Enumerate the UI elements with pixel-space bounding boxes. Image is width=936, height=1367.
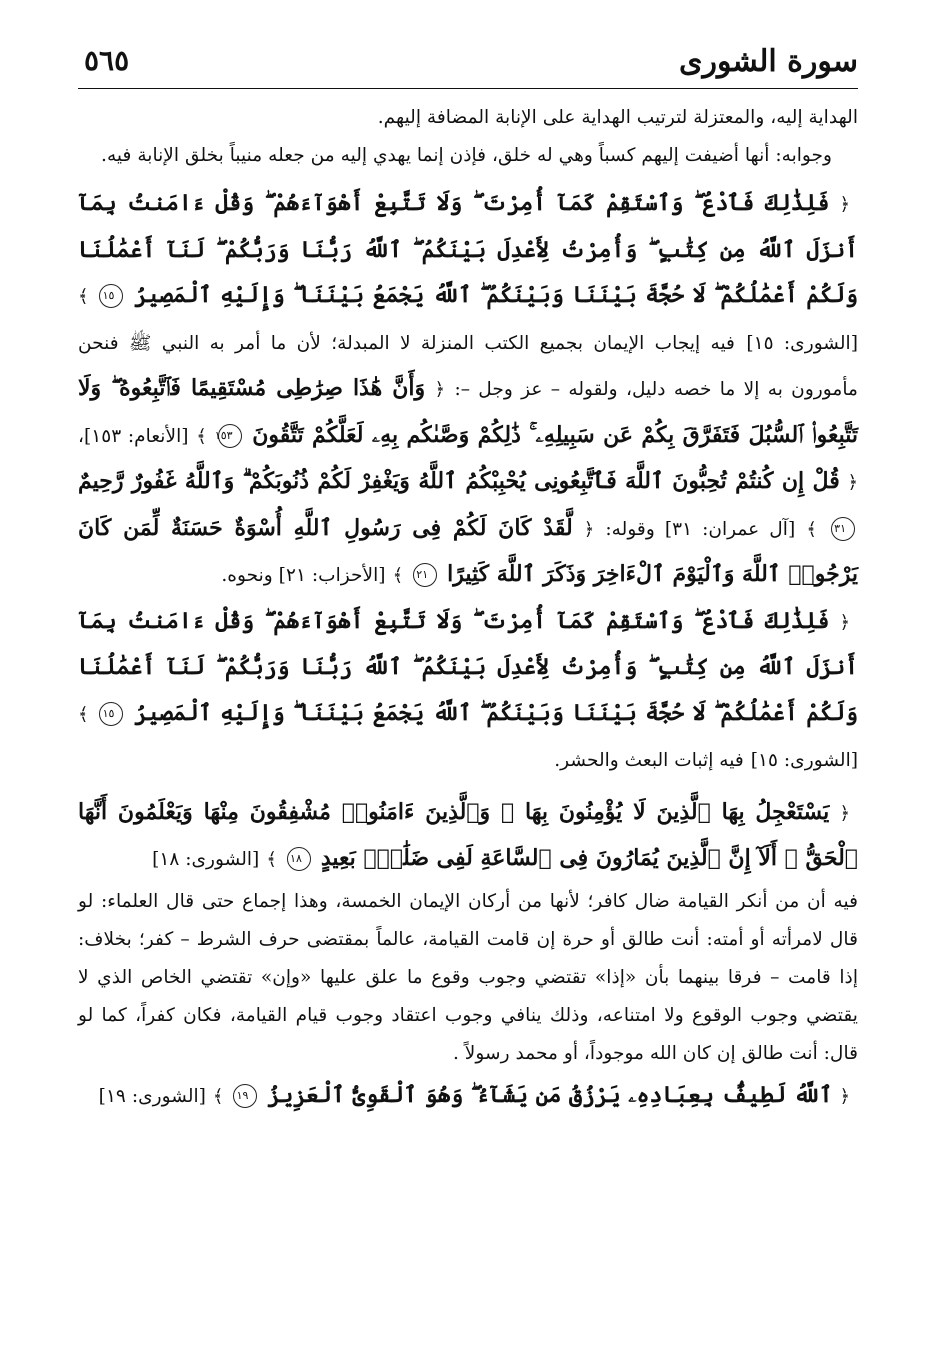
page-header [78, 36, 858, 89]
ayah-number-marker: ١٥ [99, 702, 123, 726]
verse-reference: [الشورى: ١٨] [152, 849, 260, 870]
prose-text: وجوابه: أنها أضيفت إليهم كسباً وهي له خلق، فإذن إنما يهدي إليه من جعله منيباً بخلق الإنابة فيه. [101, 145, 832, 166]
page-body [78, 89, 858, 1119]
book-page [78, 36, 858, 1346]
ornate-bracket-open: ﴿ [839, 194, 851, 215]
quran-verse: فَلِذَٰلِكَ فَٱدْعُ ۖ وَٱسْتَقِمْ كَمَآ أُمِرْتَ ۖ وَلَا تَتَّبِعْ أَهْوَآءَهُمْ ۖ وَقُلْ ءَامَنتُ بِمَآ أَنزَلَ ٱللَّهُ مِن كِتَٰبٍ ۖ وَأُمِرْتُ لِأَعْدِلَ بَيْنَكُمُ ۖ ٱللَّهُ رَبُّنَا وَرَبُّكُمْ ۖ لَنَآ أَعْمَٰلُنَا وَلَكُمْ أَعْمَٰلُكُمْ ۖ لَا حُجَّةَ بَيْنَنَا وَبَيْنَكُمُ ۖ ٱللَّهُ يَجْمَعُ بَيْنَنَا ۖ وَإِلَيْهِ ٱلْمَصِيرُ [78, 607, 858, 726]
ornate-bracket-close: ﴾ [266, 849, 277, 870]
verse-reference: [الشورى: ١٥] [746, 332, 858, 354]
ayah-number-marker: ١٥ [99, 284, 123, 308]
quran-verse: قُلْ إِن كُنتُمْ تُحِبُّونَ ٱللَّهَ فَٱتَّبِعُونِى يُحْبِبْكُمُ ٱللَّهُ وَيَغْفِرْ لَكُمْ ذُنُوبَكُمْ ۗ وَٱللَّهُ غَفُورٌ رَّحِيمٌ [78, 468, 840, 494]
verse-reference: [الأحزاب: ٢١] ونحوه. [221, 565, 386, 586]
ayah-number-marker: ٢١ [413, 563, 437, 587]
prose-paragraph [78, 137, 858, 175]
verse-reference: [الشورى: ١٩] [98, 1085, 206, 1107]
verse-reference: [آل عمران: ٣١] وقوله: [605, 518, 796, 540]
quran-verse: لَّقَدْ كَانَ لَكُمْ فِى رَسُولِ ٱللَّهِ أُسْوَةٌ حَسَنَةٌ لِّمَن كَانَ يَرْجُوا۟ ٱللَّهَ وَٱلْيَوْمَ ٱلْءَاخِرَ وَذَكَرَ ٱللَّهَ كَثِيرًا [78, 514, 858, 587]
ornate-bracket-open: ﴿ [839, 611, 851, 633]
page-number: ٥٦٥ [84, 44, 130, 77]
prose-text: الهداية إليه، والمعتزلة لترتيب الهداية على الإنابة المضافة إليهم. [377, 107, 858, 128]
ayah-number-marker: ١٨ [287, 847, 311, 871]
commentary-text: فيه إثبات البعث والحشر. [554, 750, 744, 771]
ayah-number-marker: ١٥٣ [218, 424, 242, 448]
ornate-bracket-close: ﴾ [392, 565, 404, 586]
prose-paragraph [78, 99, 858, 137]
verse-reference: [الأنعام: ١٥٣]، [78, 425, 189, 447]
ornate-bracket-open: ﴿ [583, 518, 595, 540]
ayah-number-marker: ١٩ [233, 1084, 257, 1108]
verse-paragraph [78, 1073, 858, 1120]
commentary-text: فيه إيجاب الإيمان بجميع الكتب المنزلة لا المبدلة؛ لأن ما أمر به النبي ﷺ فنحن مأمورون به إلا ما خصه دليل، ولقوله – عز وجل –: [78, 332, 858, 400]
ornate-bracket-open: ﴿ [847, 472, 858, 493]
ornate-bracket-close: ﴾ [806, 518, 817, 540]
commentary-text: فيه أن من أنكر القيامة ضال كافر؛ لأنها من أركان الإيمان الخمسة، وهذا إجماع حتى قال العلماء: لو قال لامرأته أو أمته: أنت طالق أو حرة إن قامت القيامة، عالماً بمقتضى حرف الشرط – كفر؛ بخلاف: إذا قامت – فرقا بينهما بأن «إذا» تقتضي وجوب وقوع ما علق عليها «وإن» تقتضي الخاص الذي لا يقتضي وجوب الوقوع ولا امتناعه، وذلك ينافي وجوب اعتقاد وجوب قيام القيامة، فكان كفراً، كما لو قال: أنت طالق إن كان الله موجوداً، أو محمد رسولاً . [78, 890, 858, 1064]
ayah-number-marker: ٣١ [831, 517, 855, 541]
verse-paragraph [78, 599, 858, 784]
ornate-bracket-open: ﴿ [839, 802, 850, 824]
ornate-bracket-close: ﴾ [212, 1085, 224, 1107]
ornate-bracket-close: ﴾ [78, 703, 89, 725]
ornate-bracket-close: ﴾ [196, 425, 207, 447]
quran-verse: فَلِذَٰلِكَ فَٱدْعُ ۖ وَٱسْتَقِمْ كَمَآ أُمِرْتَ ۖ وَلَا تَتَّبِعْ أَهْوَآءَهُمْ ۖ وَقُلْ ءَامَنتُ بِمَآ أَنزَلَ ٱللَّهُ مِن كِتَٰبٍ ۖ وَأُمِرْتُ لِأَعْدِلَ بَيْنَكُمُ ۖ ٱللَّهُ رَبُّنَا وَرَبُّكُمْ ۖ لَنَآ أَعْمَٰلُنَا وَلَكُمْ أَعْمَٰلُكُمْ ۖ لَا حُجَّةَ بَيْنَنَا وَبَيْنَكُمُ ۖ ٱللَّهُ يَجْمَعُ بَيْنَنَا ۖ وَإِلَيْهِ ٱلْمَصِيرُ [78, 190, 858, 308]
verse-paragraph [78, 181, 858, 599]
quran-verse: وَأَنَّ هَٰذَا صِرَٰطِى مُسْتَقِيمًا فَٱتَّبِعُوهُ ۖ وَلَا تَتَّبِعُوا۟ ٱلسُّبُلَ فَتَفَرَّقَ بِكُمْ عَن سَبِيلِهِۦ ۚ ذَٰلِكُمْ وَصَّىٰكُم بِهِۦ لَعَلَّكُمْ تَتَّقُونَ [78, 375, 859, 448]
verse-reference: [الشورى: ١٥] [750, 750, 858, 771]
quran-verse: يَسْتَعْجِلُ بِهَا ٱلَّذِينَ لَا يُؤْمِنُونَ بِهَا ۖ وَٱلَّذِينَ ءَامَنُوا۟ مُشْفِقُونَ مِنْهَا وَيَعْلَمُونَ أَنَّهَا ٱلْحَقُّ ۗ أَلَآ إِنَّ ٱلَّذِينَ يُمَارُونَ فِى ٱلسَّاعَةِ لَفِى ضَلَٰلٍۭ بَعِيدٍ [78, 798, 858, 871]
ornate-bracket-close: ﴾ [78, 286, 89, 307]
quran-verse: ٱللَّهُ لَطِيفٌۢ بِعِبَادِهِۦ يَرْزُقُ مَن يَشَآءُ ۖ وَهُوَ ٱلْقَوِىُّ ٱلْعَزِيزُ [267, 1081, 833, 1108]
prose-paragraph [78, 883, 858, 1073]
ornate-bracket-open: ﴿ [839, 1085, 850, 1107]
surah-title: سورة الشورى [679, 44, 858, 79]
ornate-bracket-open: ﴿ [434, 379, 446, 400]
verse-paragraph [78, 790, 858, 883]
